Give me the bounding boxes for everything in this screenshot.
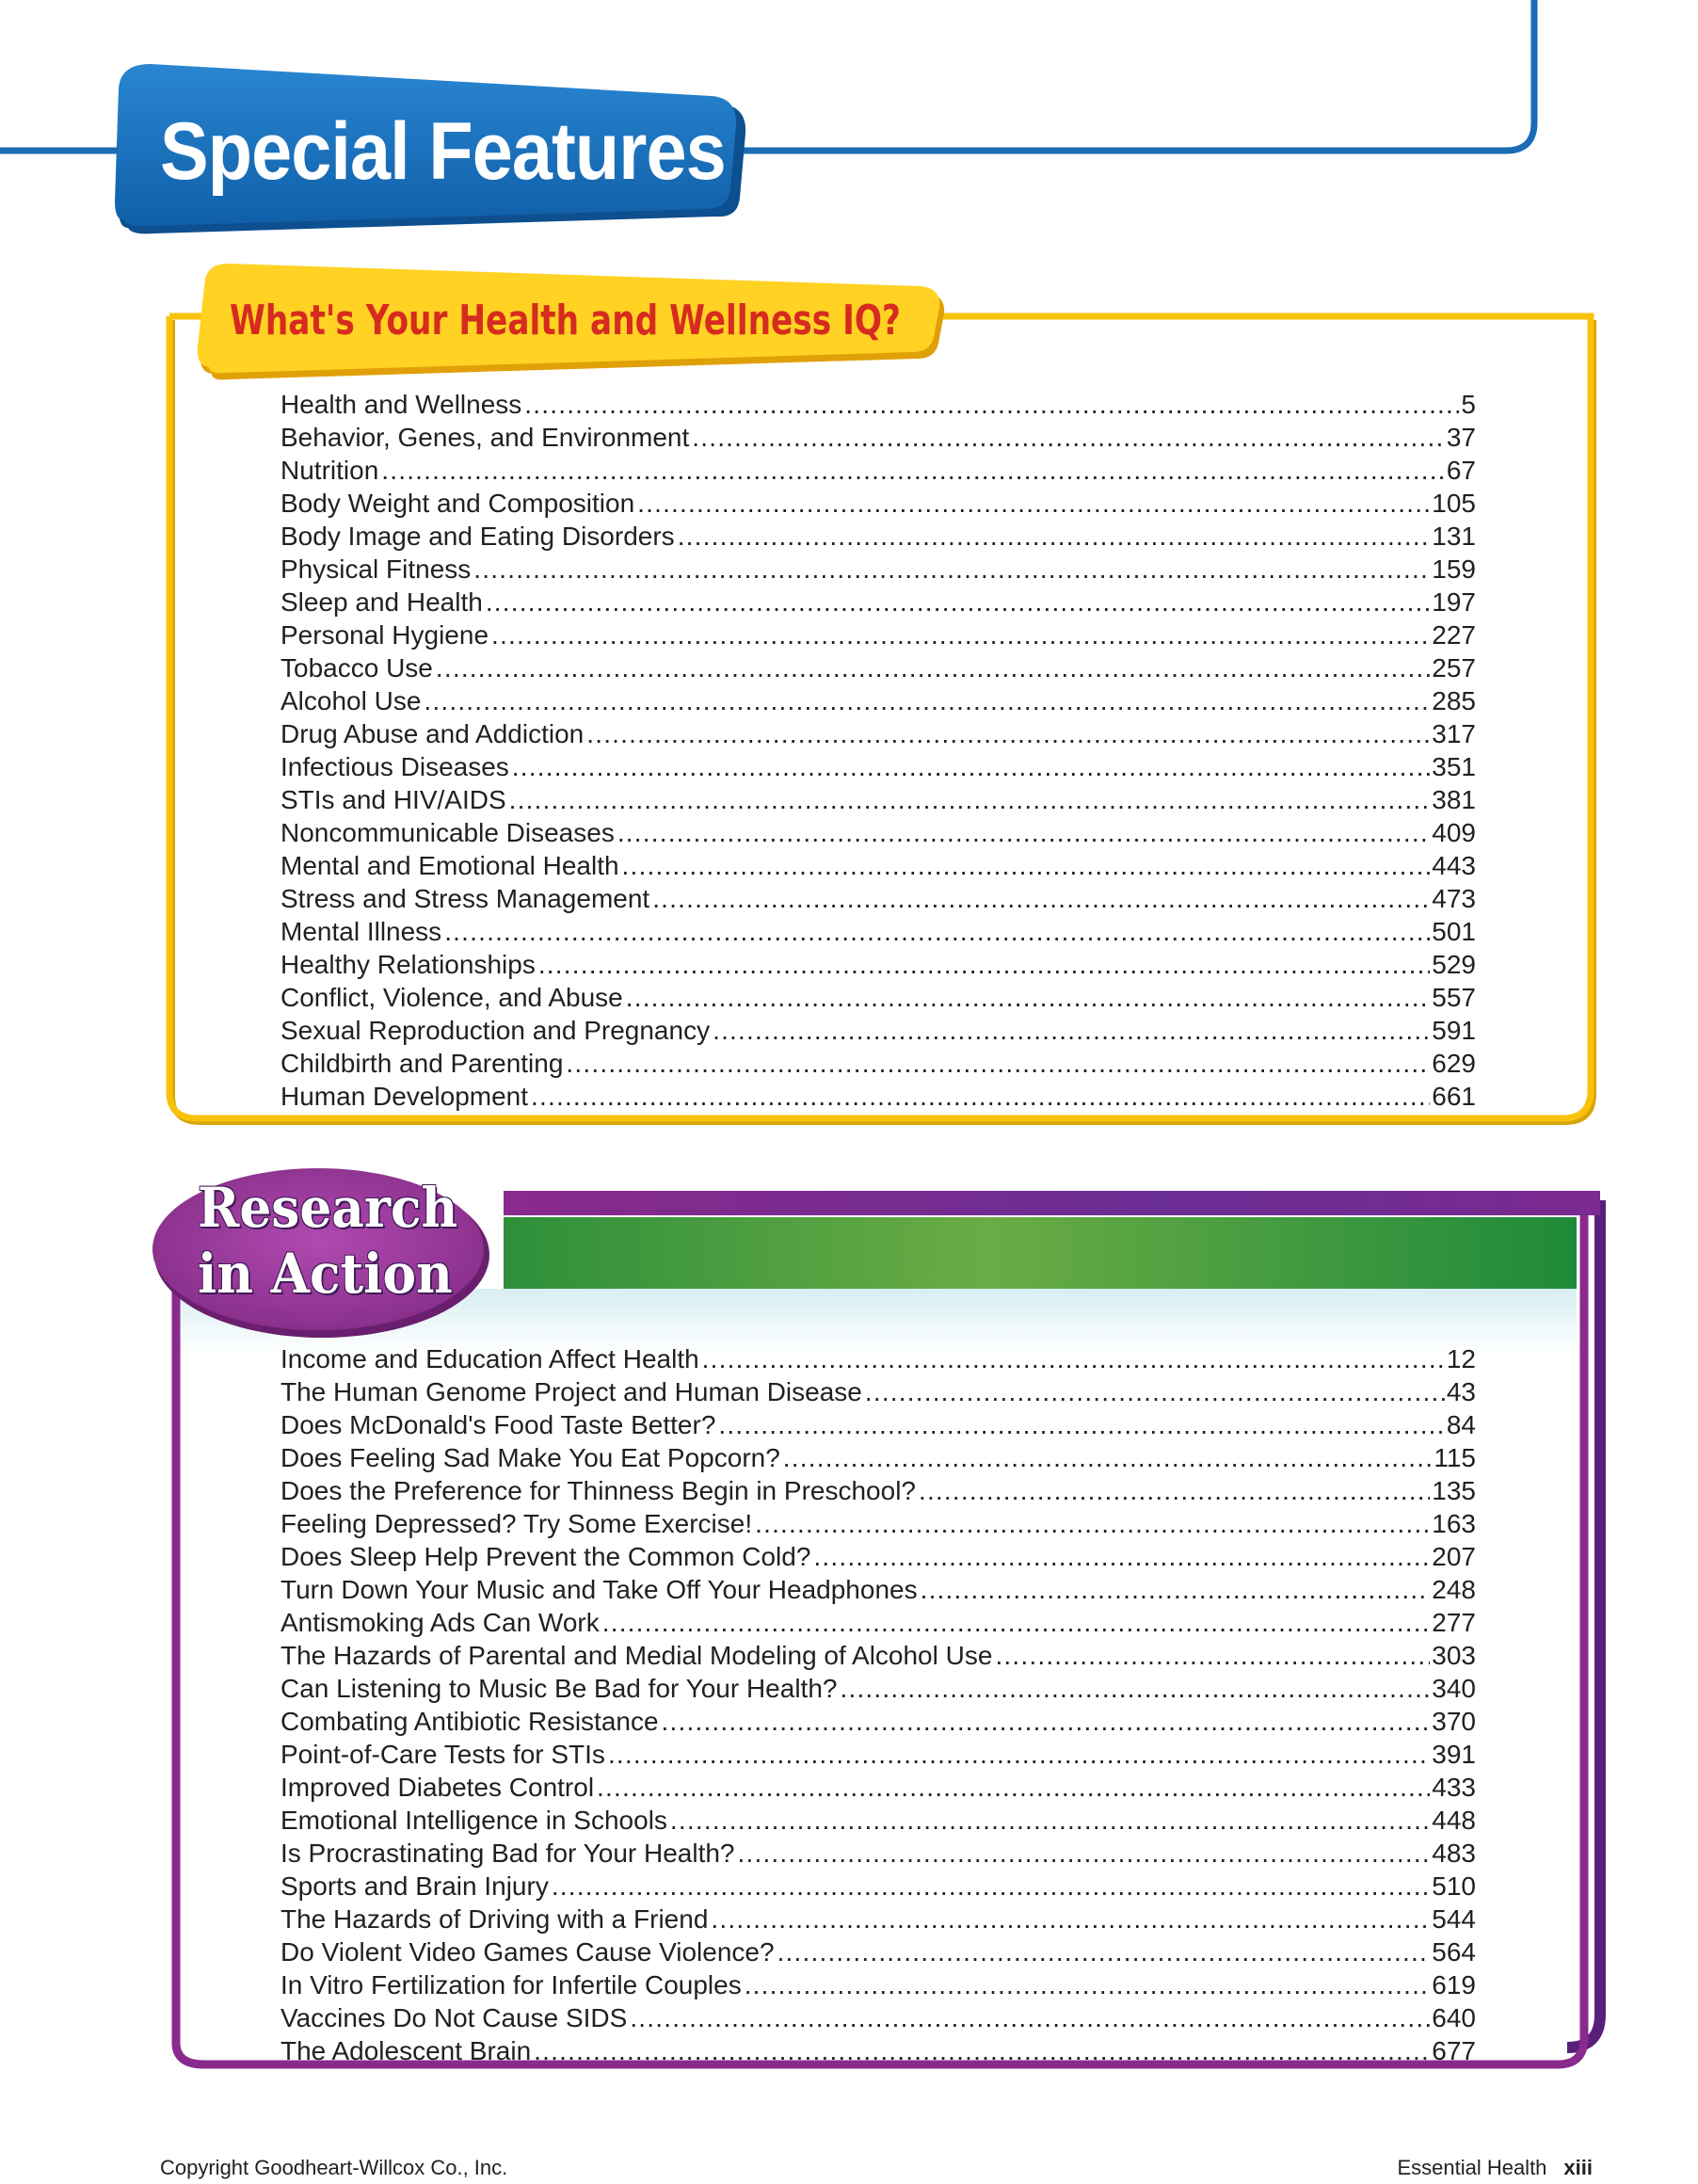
footer-copyright: Copyright Goodheart-Willcox Co., Inc.: [160, 2156, 508, 2179]
page-title: Special Features: [160, 106, 726, 197]
toc-entry[interactable]: Is Procrastinating Bad for Your Health? ..... 483: [280, 1837, 1476, 1870]
iq-section-heading: What's Your Health and Wellness IQ?: [230, 297, 901, 345]
footer-right: [1299, 2154, 1593, 2182]
toc-entry[interactable]: Emotional Intelligence in Schools ..... 448: [280, 1804, 1476, 1837]
toc-entry[interactable]: Does Sleep Help Prevent the Common Cold? ..... 207: [280, 1540, 1476, 1573]
toc-entry[interactable]: Feeling Depressed? Try Some Exercise! ..... 163: [280, 1507, 1476, 1540]
footer-page-number: xiii: [1563, 2156, 1593, 2179]
toc-entry[interactable]: Behavior, Genes, and Environment ..... 37: [280, 421, 1476, 454]
research-toc-list: [280, 1342, 1476, 2067]
toc-entry[interactable]: Healthy Relationships ..... 529: [280, 948, 1476, 981]
toc-entry[interactable]: Mental Illness ..... 501: [280, 915, 1476, 948]
toc-entry[interactable]: The Human Genome Project and Human Disease ..... 43: [280, 1375, 1476, 1408]
research-heading-line1: Research: [198, 1176, 458, 1240]
toc-entry[interactable]: Sexual Reproduction and Pregnancy ..... 591: [280, 1014, 1476, 1047]
toc-entry[interactable]: Personal Hygiene ..... 227: [280, 618, 1476, 651]
toc-entry[interactable]: The Hazards of Driving with a Friend ..... 544: [280, 1903, 1476, 1935]
toc-entry[interactable]: Human Development ..... 661: [280, 1080, 1476, 1113]
toc-entry[interactable]: Improved Diabetes Control ..... 433: [280, 1771, 1476, 1804]
toc-entry[interactable]: Antismoking Ads Can Work ..... 277: [280, 1606, 1476, 1639]
toc-entry[interactable]: Turn Down Your Music and Take Off Your Headphones ..... 248: [280, 1573, 1476, 1606]
toc-entry[interactable]: Conflict, Violence, and Abuse ..... 557: [280, 981, 1476, 1014]
toc-entry[interactable]: Vaccines Do Not Cause SIDS ..... 640: [280, 2001, 1476, 2034]
toc-entry[interactable]: Sports and Brain Injury ..... 510: [280, 1870, 1476, 1903]
toc-entry[interactable]: Childbirth and Parenting ..... 629: [280, 1047, 1476, 1080]
toc-entry[interactable]: Combating Antibiotic Resistance ..... 370: [280, 1705, 1476, 1738]
toc-entry[interactable]: In Vitro Fertilization for Infertile Couples ..... 619: [280, 1968, 1476, 2001]
toc-entry[interactable]: Can Listening to Music Be Bad for Your Health? ..... 340: [280, 1672, 1476, 1705]
toc-entry[interactable]: Point-of-Care Tests for STIs ..... 391: [280, 1738, 1476, 1771]
toc-entry[interactable]: STIs and HIV/AIDS ..... 381: [280, 783, 1476, 816]
toc-entry[interactable]: Income and Education Affect Health ..... 12: [280, 1342, 1476, 1375]
toc-entry[interactable]: Infectious Diseases ..... 351: [280, 750, 1476, 783]
toc-entry[interactable]: The Adolescent Brain ..... 677: [280, 2034, 1476, 2067]
footer-book-title: Essential Health: [1397, 2156, 1547, 2179]
research-heading-line2: in Action: [198, 1242, 453, 1306]
toc-entry[interactable]: Body Image and Eating Disorders ..... 131: [280, 520, 1476, 553]
toc-entry[interactable]: Mental and Emotional Health ..... 443: [280, 849, 1476, 882]
toc-entry[interactable]: Drug Abuse and Addiction ..... 317: [280, 717, 1476, 750]
toc-entry[interactable]: Body Weight and Composition ..... 105: [280, 487, 1476, 520]
toc-entry[interactable]: Does the Preference for Thinness Begin in Preschool? ..... 135: [280, 1474, 1476, 1507]
toc-entry[interactable]: Health and Wellness ..... 5: [280, 388, 1476, 421]
toc-entry[interactable]: Does McDonald's Food Taste Better? ..... 84: [280, 1408, 1476, 1441]
iq-toc-list: [280, 388, 1476, 1113]
toc-entry[interactable]: Does Feeling Sad Make You Eat Popcorn? ..... 115: [280, 1441, 1476, 1474]
toc-entry[interactable]: Alcohol Use ..... 285: [280, 684, 1476, 717]
toc-entry[interactable]: Physical Fitness ..... 159: [280, 553, 1476, 586]
toc-entry[interactable]: Tobacco Use ..... 257: [280, 651, 1476, 684]
toc-entry[interactable]: Noncommunicable Diseases ..... 409: [280, 816, 1476, 849]
toc-entry[interactable]: Do Violent Video Games Cause Violence? ..... 564: [280, 1935, 1476, 1968]
toc-entry[interactable]: Stress and Stress Management ..... 473: [280, 882, 1476, 915]
toc-entry[interactable]: The Hazards of Parental and Medial Modeling of Alcohol Use ..... 303: [280, 1639, 1476, 1672]
toc-entry[interactable]: Sleep and Health ..... 197: [280, 586, 1476, 618]
toc-entry[interactable]: Nutrition ..... 67: [280, 454, 1476, 487]
